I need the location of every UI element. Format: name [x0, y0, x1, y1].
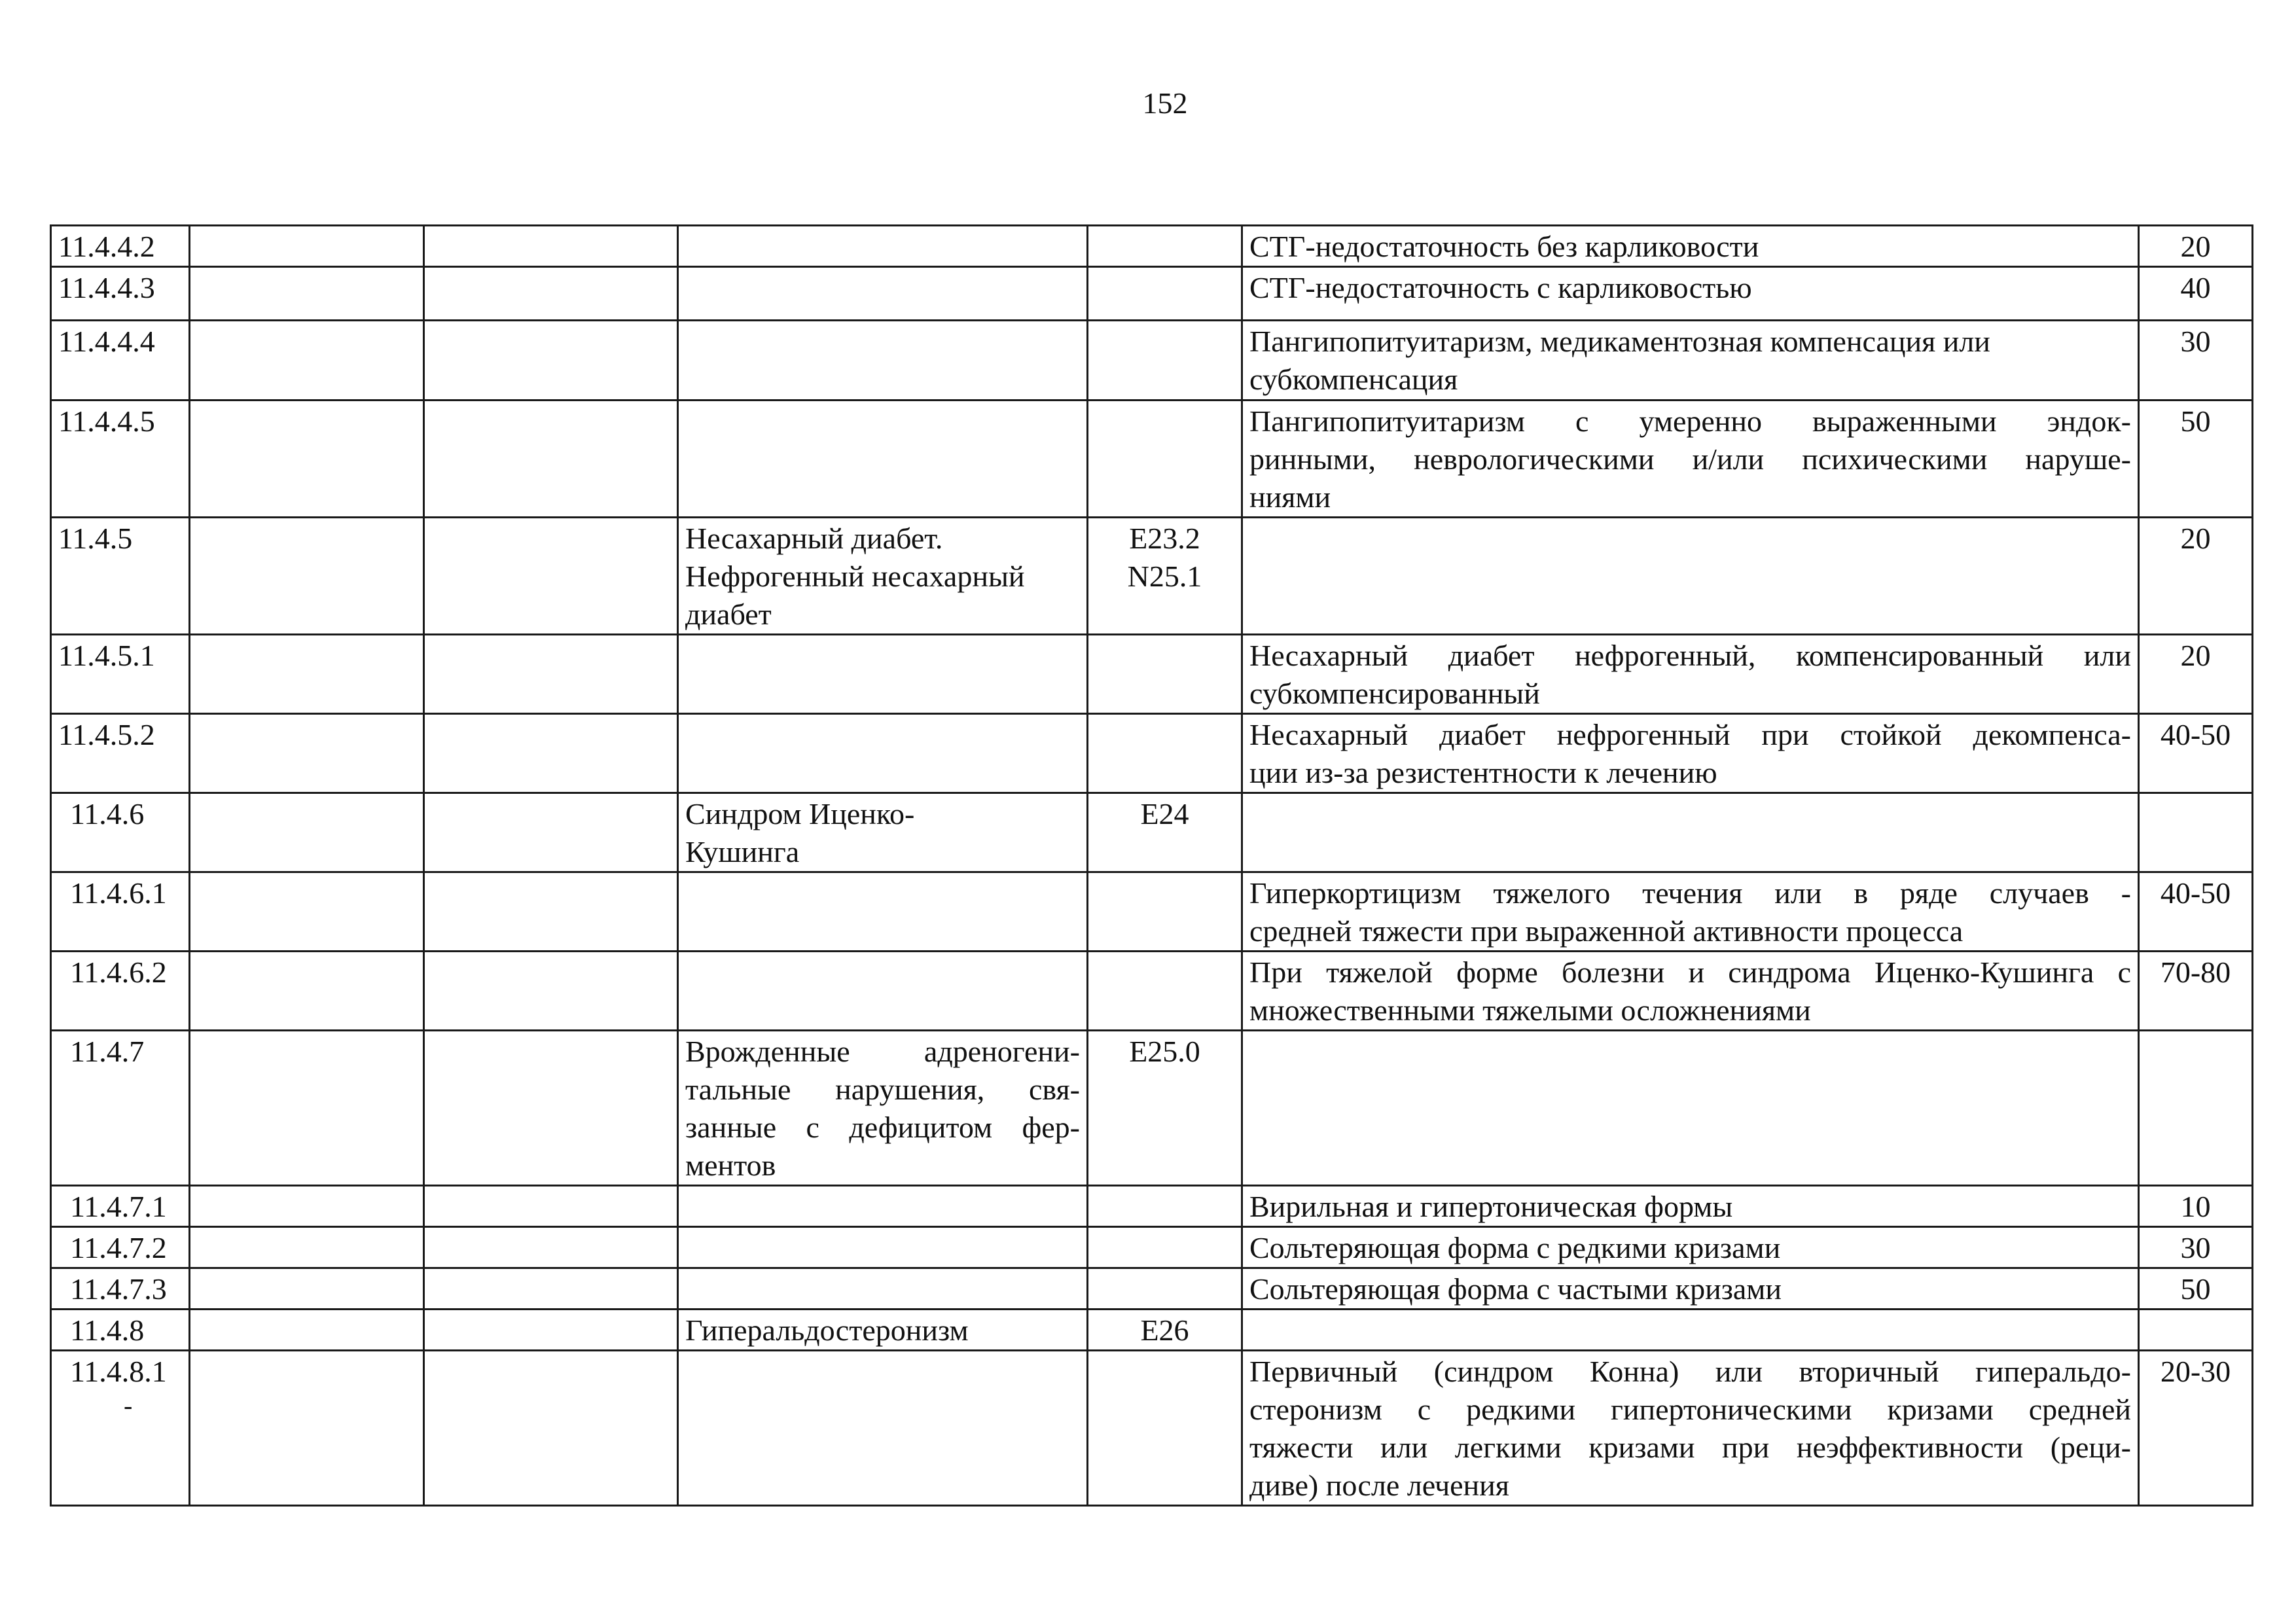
empty-cell-a	[190, 952, 424, 1031]
clinical-description-cell	[1242, 226, 2139, 267]
cell-line: тяжести или легкими кризами при неэффективности (реци-	[1249, 1431, 2131, 1464]
empty-cell-a	[190, 714, 424, 793]
condition-name-cell	[678, 1227, 1088, 1268]
cell-line: При тяжелой форме болезни и синдрома Иценко-Кушинга с	[1249, 955, 2131, 989]
icd-code-cell	[1088, 401, 1242, 518]
percentage-cell: 30	[2139, 321, 2253, 401]
table-row	[51, 321, 2253, 401]
table-row	[51, 1351, 2253, 1506]
item-code-cell	[51, 518, 190, 635]
cell-line: Первичный (синдром Конна) или вторичный гиперальдо-	[1249, 1355, 2131, 1388]
item-code-cell	[51, 1310, 190, 1351]
empty-cell-a	[190, 226, 424, 267]
percentage-cell: 20	[2139, 518, 2253, 635]
item-code-cell	[51, 793, 190, 872]
item-code-cell	[51, 714, 190, 793]
icd-code-cell	[1088, 226, 1242, 267]
clinical-description-cell	[1242, 1031, 2139, 1186]
empty-cell-a	[190, 1268, 424, 1310]
icd-code-cell	[1088, 518, 1242, 635]
item-code-cell	[51, 401, 190, 518]
item-code: 11.4.7	[70, 1035, 145, 1068]
table-row	[51, 518, 2253, 635]
item-code: 11.4.6.1	[70, 876, 167, 910]
condition-name-cell	[678, 872, 1088, 952]
percentage-cell: 30	[2139, 1227, 2253, 1268]
item-code: 11.4.7.1	[70, 1190, 167, 1223]
clinical-description-cell	[1242, 401, 2139, 518]
clinical-description-cell	[1242, 952, 2139, 1031]
condition-name-cell	[678, 401, 1088, 518]
percentage-cell: 20-30	[2139, 1351, 2253, 1506]
cell-line: Сольтеряющая форма с редкими кризами	[1249, 1231, 1781, 1264]
table-row	[51, 1227, 2253, 1268]
empty-cell-a	[190, 1186, 424, 1227]
empty-cell-b	[424, 635, 678, 714]
item-code-cell	[51, 952, 190, 1031]
empty-cell-a	[190, 401, 424, 518]
empty-cell-b	[424, 793, 678, 872]
item-code: 11.4.6	[70, 797, 145, 830]
empty-cell-b	[424, 321, 678, 401]
item-code-cell	[51, 226, 190, 267]
condition-name-cell	[678, 1186, 1088, 1227]
condition-name-cell	[678, 714, 1088, 793]
table-row	[51, 267, 2253, 321]
item-code: 11.4.8	[70, 1313, 145, 1347]
icd-code-cell	[1088, 267, 1242, 321]
condition-name-cell	[678, 1351, 1088, 1506]
empty-cell-b	[424, 267, 678, 321]
table-row	[51, 1268, 2253, 1310]
percentage-cell: 50	[2139, 1268, 2253, 1310]
item-code-cell	[51, 1186, 190, 1227]
empty-cell-b	[424, 1186, 678, 1227]
cell-line: E24	[1140, 797, 1189, 830]
item-code: 11.4.8.1	[70, 1355, 167, 1388]
cell-line: СТГ-недостаточность без карликовости	[1249, 230, 1759, 263]
icd-code-cell	[1088, 793, 1242, 872]
condition-name-cell	[678, 793, 1088, 872]
item-code: 11.4.4.2	[58, 230, 155, 263]
icd-code-cell	[1088, 1310, 1242, 1351]
cell-line: ниями	[1249, 480, 1331, 514]
cell-line: множественными тяжелыми осложнениями	[1249, 993, 1811, 1027]
cell-line: Несахарный диабет нефрогенный при стойкой декомпенса-	[1249, 718, 2131, 751]
icd-code-cell	[1088, 872, 1242, 952]
item-code-cell	[51, 1227, 190, 1268]
empty-cell-b	[424, 1268, 678, 1310]
empty-cell-b	[424, 952, 678, 1031]
item-code: 11.4.7.3	[70, 1272, 167, 1306]
item-code-cell	[51, 1351, 190, 1506]
empty-cell-a	[190, 1227, 424, 1268]
percentage-cell: 40	[2139, 267, 2253, 321]
item-code-cell	[51, 321, 190, 401]
table-row	[51, 401, 2253, 518]
item-code: 11.4.4.4	[58, 325, 155, 358]
clinical-description-cell	[1242, 714, 2139, 793]
percentage-cell: 40-50	[2139, 872, 2253, 952]
empty-cell-b	[424, 1351, 678, 1506]
cell-line: субкомпенсированный	[1249, 677, 1540, 710]
table-row	[51, 793, 2253, 872]
item-code-cell	[51, 872, 190, 952]
table-row	[51, 1310, 2253, 1351]
cell-line: E26	[1140, 1313, 1189, 1347]
cell-line: ментов	[685, 1149, 776, 1182]
cell-line: Врожденные адреногени-	[685, 1035, 1080, 1068]
clinical-description-cell	[1242, 267, 2139, 321]
cell-line: E25.0	[1129, 1035, 1200, 1068]
empty-cell-b	[424, 518, 678, 635]
empty-cell-a	[190, 635, 424, 714]
clinical-description-cell	[1242, 321, 2139, 401]
clinical-description-cell	[1242, 518, 2139, 635]
icd-code-cell	[1088, 1227, 1242, 1268]
item-code: 11.4.5	[58, 522, 133, 555]
icd-code-cell	[1088, 952, 1242, 1031]
percentage-cell: 20	[2139, 226, 2253, 267]
cell-line: средней тяжести при выраженной активности процесса	[1249, 914, 1964, 948]
item-code: 11.4.6.2	[70, 955, 167, 989]
condition-name-cell	[678, 1310, 1088, 1351]
cell-line: диабет	[685, 597, 772, 631]
cell-line: Вирильная и гипертоническая формы	[1249, 1190, 1733, 1223]
cell-line: Несахарный диабет нефрогенный, компенсированный или	[1249, 639, 2131, 672]
cell-line: Несахарный диабет.	[685, 522, 943, 555]
empty-cell-a	[190, 518, 424, 635]
table-row	[51, 952, 2253, 1031]
cell-line: E23.2	[1129, 522, 1200, 555]
clinical-description-cell	[1242, 872, 2139, 952]
cell-line: ринными, неврологическими и/или психическими наруше-	[1249, 442, 2131, 476]
percentage-cell: 50	[2139, 401, 2253, 518]
cell-line: N25.1	[1127, 560, 1202, 593]
item-code: 11.4.4.5	[58, 404, 155, 438]
empty-cell-a	[190, 872, 424, 952]
empty-cell-a	[190, 321, 424, 401]
cell-line: Сольтеряющая форма с частыми кризами	[1249, 1272, 1782, 1306]
table-row	[51, 714, 2253, 793]
empty-cell-a	[190, 267, 424, 321]
item-code: 11.4.4.3	[58, 271, 155, 304]
table-row	[51, 635, 2253, 714]
item-code-cell	[51, 635, 190, 714]
percentage-cell: 10	[2139, 1186, 2253, 1227]
condition-name-cell	[678, 226, 1088, 267]
icd-code-cell	[1088, 1351, 1242, 1506]
table-row	[51, 1186, 2253, 1227]
icd-code-cell	[1088, 1268, 1242, 1310]
clinical-description-cell	[1242, 1186, 2139, 1227]
stray-mark: -	[124, 1391, 133, 1420]
item-code-cell	[51, 1268, 190, 1310]
empty-cell-a	[190, 1310, 424, 1351]
disability-criteria-table	[50, 224, 2253, 1507]
empty-cell-b	[424, 401, 678, 518]
empty-cell-b	[424, 872, 678, 952]
icd-code-cell	[1088, 635, 1242, 714]
clinical-description-cell	[1242, 1268, 2139, 1310]
percentage-cell	[2139, 793, 2253, 872]
empty-cell-a	[190, 1351, 424, 1506]
cell-line: диве) после лечения	[1249, 1469, 1509, 1502]
cell-line: ции из-за резистентности к лечению	[1249, 756, 1717, 789]
percentage-cell	[2139, 1031, 2253, 1186]
table-row	[51, 226, 2253, 267]
empty-cell-b	[424, 1310, 678, 1351]
table-row	[51, 872, 2253, 952]
clinical-description-cell	[1242, 635, 2139, 714]
percentage-cell: 40-50	[2139, 714, 2253, 793]
cell-line: Нефрогенный несахарный	[685, 560, 1025, 593]
item-code-cell	[51, 267, 190, 321]
condition-name-cell	[678, 952, 1088, 1031]
item-code: 11.4.7.2	[70, 1231, 167, 1264]
empty-cell-a	[190, 1031, 424, 1186]
empty-cell-b	[424, 1031, 678, 1186]
cell-line: СТГ-недостаточность с карликовостью	[1249, 271, 1752, 304]
percentage-cell: 70-80	[2139, 952, 2253, 1031]
condition-name-cell	[678, 518, 1088, 635]
icd-code-cell	[1088, 321, 1242, 401]
cell-line: Синдром Иценко-	[685, 797, 915, 830]
cell-line: субкомпенсация	[1249, 363, 1458, 396]
empty-cell-a	[190, 793, 424, 872]
empty-cell-b	[424, 714, 678, 793]
percentage-cell	[2139, 1310, 2253, 1351]
condition-name-cell	[678, 1268, 1088, 1310]
empty-cell-b	[424, 1227, 678, 1268]
cell-line: Гиперальдостеронизм	[685, 1313, 969, 1347]
clinical-description-cell	[1242, 793, 2139, 872]
icd-code-cell	[1088, 714, 1242, 793]
cell-line: стеронизм с редкими гипертоническими кризами средней	[1249, 1393, 2131, 1426]
table-row	[51, 1031, 2253, 1186]
empty-cell-b	[424, 226, 678, 267]
cell-line: Гиперкортицизм тяжелого течения или в ряде случаев -	[1249, 876, 2131, 910]
clinical-description-cell	[1242, 1351, 2139, 1506]
item-code: 11.4.5.1	[58, 639, 155, 672]
cell-line: Пангипопитуитаризм, медикаментозная компенсация или	[1249, 325, 1990, 358]
page-number: 152	[1142, 86, 1188, 120]
percentage-cell: 20	[2139, 635, 2253, 714]
clinical-description-cell	[1242, 1227, 2139, 1268]
icd-code-cell	[1088, 1031, 1242, 1186]
condition-name-cell	[678, 1031, 1088, 1186]
item-code: 11.4.5.2	[58, 718, 155, 751]
clinical-description-cell	[1242, 1310, 2139, 1351]
condition-name-cell	[678, 635, 1088, 714]
cell-line: Кушинга	[685, 835, 800, 868]
icd-code-cell	[1088, 1186, 1242, 1227]
condition-name-cell	[678, 267, 1088, 321]
cell-line: Пангипопитуитаризм с умеренно выраженными эндок-	[1249, 404, 2131, 438]
cell-line: тальные нарушения, свя-	[685, 1073, 1080, 1106]
cell-line: занные с дефицитом фер-	[685, 1111, 1080, 1144]
condition-name-cell	[678, 321, 1088, 401]
item-code-cell	[51, 1031, 190, 1186]
